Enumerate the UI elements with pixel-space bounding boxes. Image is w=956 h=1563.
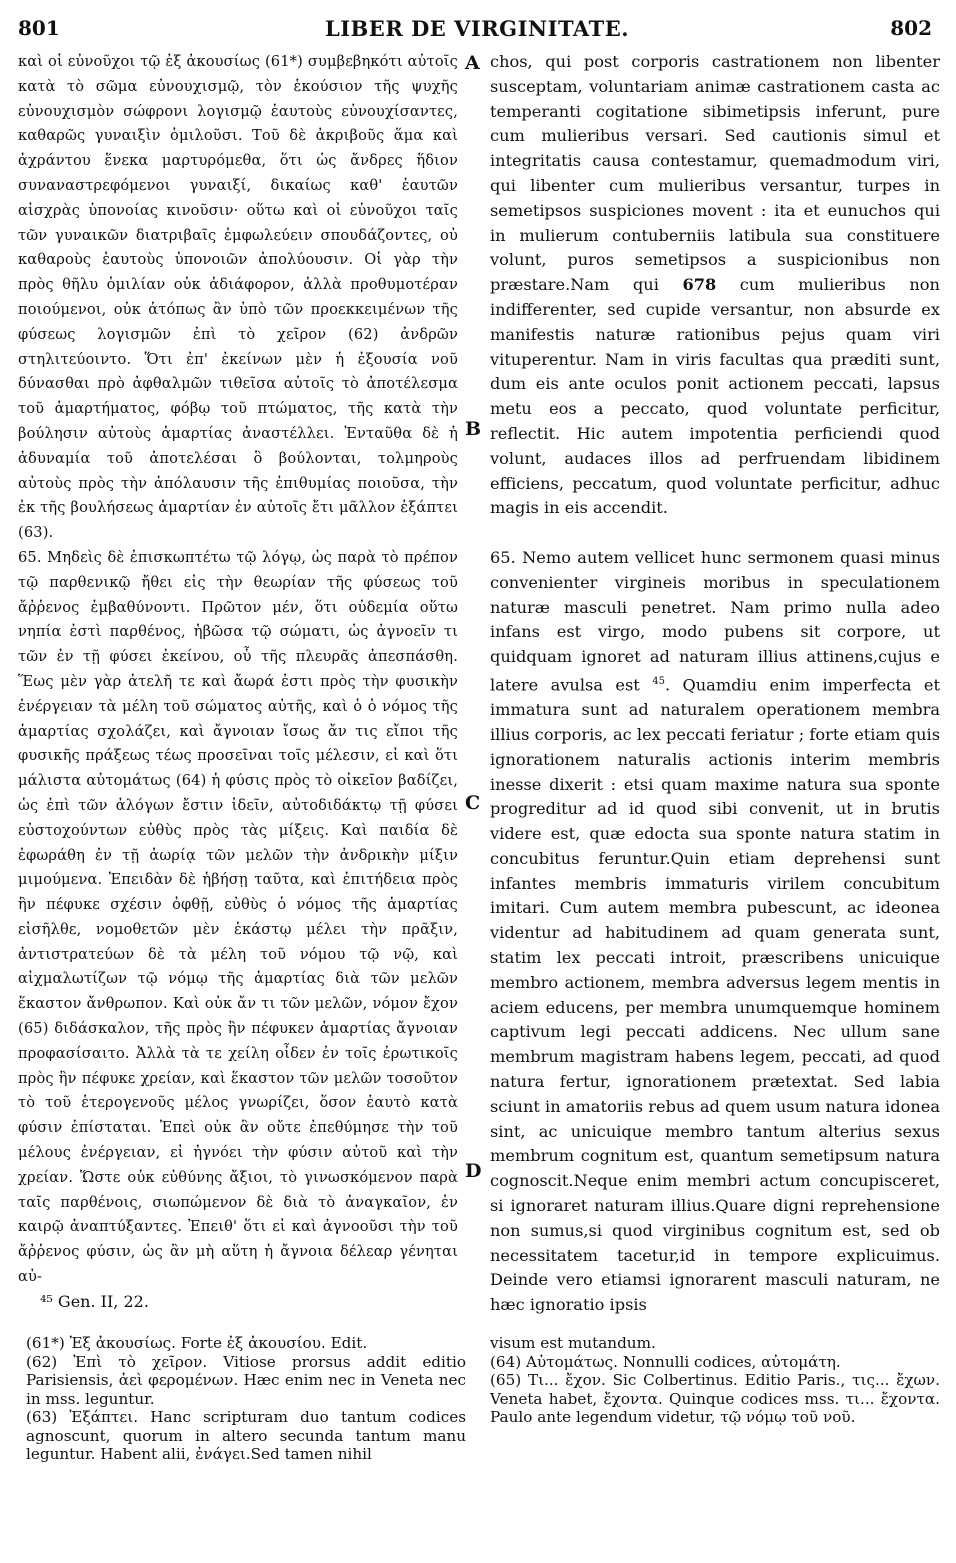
page-title: LIBER DE VIRGINITATE. — [324, 16, 630, 41]
note-63: (63) Ἐξάπτει. Hanc scripturam duo tantum codices agnoscunt, quorum in altero secunda tantum manu leguntur. Habent alii, ἐνάγει.Sed tamen nihil — [26, 1408, 466, 1463]
note-61: (61*) Ἐξ ἀκουσίως. Forte ἐξ ἀκουσίου. Edit. — [26, 1334, 368, 1352]
greek-paragraph-1: καὶ οἱ εὐνοῦχοι τῷ ἐξ ἀκουσίως (61*) συμβεβηκότι αὐτοῖς κατὰ τὸ σῶμα εὐνουχισμῷ, τὸν ἑκούσιον τῆς ψυχῆς εὐνουχισμὸν σώφρονι λογισμῷ ἑαυτοὺς εὐνουχίσαντες, καθαρῶς γυναιξὶν ὁμιλοῦσι. Τοῦ δὲ ἀκριβοῦς ἅμα καὶ ἀχράντου ἕνεκα μαρτυρόμεθα, ὅτι ὡς ἄνδρες ἥδιον συναναστρεφόμενοι γυναιξί, δικαίως καθ' ἑαυτῶν αἰσχρὰς ὑπονοίας κινοῦσιν· οὕτω καὶ οἱ εὐνοῦχοι ταῖς τῶν γυναικῶν διατριβαῖς ἐμφωλεύειν σπουδάζοντες, οὐ καθαροὺς ἑαυτοὺς ὑπονοιῶν ἀπολύουσιν. Οἱ γὰρ τὴν πρὸς θῆλυ ὁμιλίαν οὐκ ἀδιάφορον, ἀλλὰ προθυμοτέραν ποιούμενοι, οὐκ ἀτόπως ἂν ὑπὸ τῶν προεκκειμένων τῆς φύσεως λογισμῶν ἐπὶ τὸ χεῖρον (62) ἀνδρῶν στηλιτεύοιντο. Ὅτι ἐπ' ἐκείνων μὲν ἡ ἐξουσία νοῦ δύνασθαι πρὸ ἀφθαλμῶν τιθεῖσα αὐτοῖς τὸ ἀποτέλεσμα τοῦ ἁμαρτήματος, φόβῳ τοῦ πτώματος, τῆς κατὰ τὴν βούλησιν αὐτοὺς ἁμαρτίας ἀναστέλλει. Ἐνταῦθα δὲ ἡ ἀδυναμία τοῦ ἀποτελέσαι ὃ βούλονται, τολμηροὺς αὐτοὺς πρὸς τὴν ἀπόλαυσιν τῆς ἐπιθυμίας ποιοῦσα, τὴν ἐκ τῆς βουλήσεως ἁμαρτίαν ἐν αὐτοῖς ἔτι μᾶλλον ἐξάπτει (63). — [18, 53, 458, 542]
margin-letter-a: A — [465, 52, 480, 74]
latin-paragraph-1-cont: cum mulieribus non indifferenter, sed cupide versantur, non absurde ex manifestis naturæ rationibus pejus quam viri vituperentur. Nam in viris facultas qua præditi sunt, dum eis ante oculos ponit actionem peccati, lapsus metu eos a peccato, quod voluntate perficitur, reflectit. Hic autem impotentia perficiendi quod volunt, audaces illos ad perfruendam libidinem efficiens, peccatum, quod voluntate perficitur, adhuc magis in eis accendit. — [490, 275, 940, 518]
latin-column — [490, 50, 940, 1318]
margin-letter-d: D — [465, 1160, 482, 1182]
latin-paragraph-2 — [490, 546, 940, 1318]
latin-paragraph-2-text: 65. Nemo autem vellicet hunc sermonem quasi minus convenienter virgineis moribus in speculationem naturæ masculi penetret. Nam primo nulla adeo infans est virgo, modo pubens sit corpore, ut quidquam ignoret ad naturam illius attinens,cujus e latere avulsa est — [490, 547, 940, 695]
note-65: (65) Τι... ἔχον. Sic Colbertinus. Editio Paris., τις... ἔχων. Veneta habet, ἔχοντα. Quinque codices mss. τι... ἔχοντα. Paulo ante legendum videtur, τῷ νόμῳ τοῦ νοῦ. — [490, 1371, 940, 1426]
margin-letter-b: B — [465, 418, 482, 440]
footnote: ⁴⁵ Gen. II, 22. — [40, 1292, 149, 1311]
page-number-right: 802 — [890, 16, 932, 40]
notes-right — [490, 1334, 940, 1427]
footnote-ref: 45 — [652, 675, 665, 687]
latin-paragraph-1 — [490, 50, 940, 521]
greek-column — [18, 50, 458, 1290]
column-number: 678 — [682, 275, 717, 295]
note-63-cont: visum est mutandum. — [490, 1334, 656, 1352]
notes-left — [26, 1334, 466, 1464]
note-62: (62) Ἐπὶ τὸ χεῖρον. Vitiose prorsus addit editio Parisiensis, ἀεὶ φερομένων. Hæc enim nec in Veneta nec in mss. leguntur. — [26, 1352, 466, 1408]
page-number-left: 801 — [18, 16, 60, 40]
running-header — [10, 8, 944, 44]
greek-paragraph-2: 65. Μηδεὶς δὲ ἐπισκωπτέτω τῷ λόγῳ, ὡς παρὰ τὸ πρέπον τῷ παρθενικῷ ἤθει εἰς τὴν θεωρίαν τῆς φύσεως τοῦ ἄῤῥενος ἐμβαθύνοντι. Πρῶτον μέν, ὅτι οὐδεμία οὕτω νηπία ἐστὶ παρθένος, ἡβῶσα τῷ σώματι, ὡς ἀγνοεῖν τι τῶν ἐν τῇ φύσει ἐκείνου, οὗ τῆς πλευρᾶς ἀπεσπάσθη. Ἕως μὲν γὰρ ἀτελῆ τε καὶ ἄωρά ἐστι πρὸς τὴν φυσικὴν ἐνέργειαν τὰ μέλη τοῦ σώματος αὐτῆς, καὶ ὁ ὁ νόμος τῆς ἁμαρτίας σχολάζει, καὶ ἄγνοιαν ἴσως ἄν τις εἴποι τῆς φυσικῆς πράξεως τέως προσεῖναι τοῖς μέλεσιν, εἰ καὶ ὅτι μάλιστα αὐτομάτως (64) ἡ φύσις πρὸς τὸ οἰκεῖον βαδίζει, ὡς ἐπὶ τῶν ἀλόγων ἔστιν ἰδεῖν, αὐτοδιδάκτῳ τῇ φύσει εὐστοχούντων εὐθὺς πρὸς τὰς μίξεις. Καὶ παιδία δὲ ἐφωράθη ἐν τῇ ἀωρίᾳ τῶν μελῶν τὴν ἀνδρικὴν μίξιν μιμούμενα. Ἐπειδὰν δὲ ἡβήσῃ ταῦτα, καὶ ἐπιτήδεια πρὸς ἣν πέφυκε σχέσιν ὀφθῇ, εὐθὺς ὁ νόμος τῆς ἁμαρτίας εἰσῆλθε, νομοθετῶν μὲν ἑκάστῳ μέλει τὴν πρᾶξιν, ἀντιστρατεύων δὲ τὰ μέλη τοῦ νόμου τῷ νῷ, καὶ αἰχμαλωτίζων τῷ νόμῳ τῆς ἁμαρτίας διὰ τῶν μελῶν ἕκαστον ἄνθρωπον. Καὶ οὐκ ἄν τι τῶν μελῶν, νόμον ἔχον (65) διδάσκαλον, τῆς πρὸς ἣν πέφυκεν ἁμαρτίας ἄγνοιαν προφασίσαιτο. Ἀλλὰ τὰ τε χείλη οἶδεν ἐν τοῖς ἐρωτικοῖς πρὸς ἣν πέφυκε χρείαν, καὶ ἕκαστον τῶν μελῶν τοσοῦτον τὸ τοῦ ἑτερογενοῦς μέλος γνωρίζει, ὅσον ἑαυτὸ κατὰ φύσιν ἐπίσταται. Ἐπεὶ οὐκ ἂν οὔτε ἐπεθύμησε τὴν τοῦ μέλους ἐνέργειαν, εἰ ἠγνόει τὴν φύσιν αὐτοῦ καὶ τὴν χρείαν. Ὥστε οὐκ εὐθύνης ἄξιοι, τὸ γινωσκόμενον παρὰ ταῖς παρθένοις, σιωπώμενον δὲ διὰ τὸ ἀναγκαῖον, ἐν καιρῷ ἀναπτύξαντες. Ἐπειθ' ὅτι εἰ καὶ ἀγνοοῦσι τὴν τοῦ ἄῤῥενος φύσιν, ὡς ἂν μὴ αὕτη ἡ ἄγνοια δέλεαρ γένηται αὐ- — [18, 548, 458, 1286]
margin-letter-c: C — [465, 792, 481, 814]
latin-paragraph-1-text: chos, qui post corporis castrationem non libenter susceptam, voluntariam animæ castrationem casta ac temperanti cogitatione sibimetipsis inferunt, pure cum mulieribus versari. Sed cautionis simul et integritatis causa contestamur, quemadmodum viri, qui libenter cum mulieribus versantur, turpes in semetipsos suspiciones movent : ita et eunuchos qui in mulierum contuberniis latibula sua constituere volunt, puros semetipsos a suspicionibus non præstare.Nam qui — [490, 52, 940, 295]
note-64: (64) Αὐτομάτως. Nonnulli codices, αὐτομάτη. — [490, 1352, 841, 1371]
latin-paragraph-2-cont: . Quamdiu enim imperfecta et immatura sunt ad naturalem operationem membra illius corporis, ac lex peccati feriatur ; forte etiam quis ignorationem naturalis actionis interim membris inesse dixerit : etsi quam maxime natura sua sponte progreditur ad id quod sibi convenit, ut in brutis videre est, quæ edocta sua sponte natura statim in concubitus feruntur.Quin etiam deprehensi sunt infantes membris immaturis virilem concubitum imitari. Cum autem membra pubescunt, ac ideonea videntur ad habitudinem ad quam generata sunt, statim lex peccati introit, præscribens unicuique membro actionem, membra adversus legem mentis in aciem educens, per membra unumquemque hominem captivum legi peccati addicens. Nec ullum sane membrum magistram habens legem, peccati, ad quod natura fertur, ignorationem prætextat. Sed labia sciunt in amatoriis rebus ad quem usum natura idonea sint, ac unicuique membro tantum alterius sexus membrum cognitum est, quantum semetipsum natura cognoscit.Neque enim membri actum concupisceret, si ignoraret naturam illius.Quare digni reprehensione non sumus,si quod virginibus cognitum est, sed ob necessitatem tacetur,id in tempore explicuimus. Deinde vero etiamsi ignorarent masculi naturam, ne hæc ignoratio ipsis — [490, 675, 940, 1315]
